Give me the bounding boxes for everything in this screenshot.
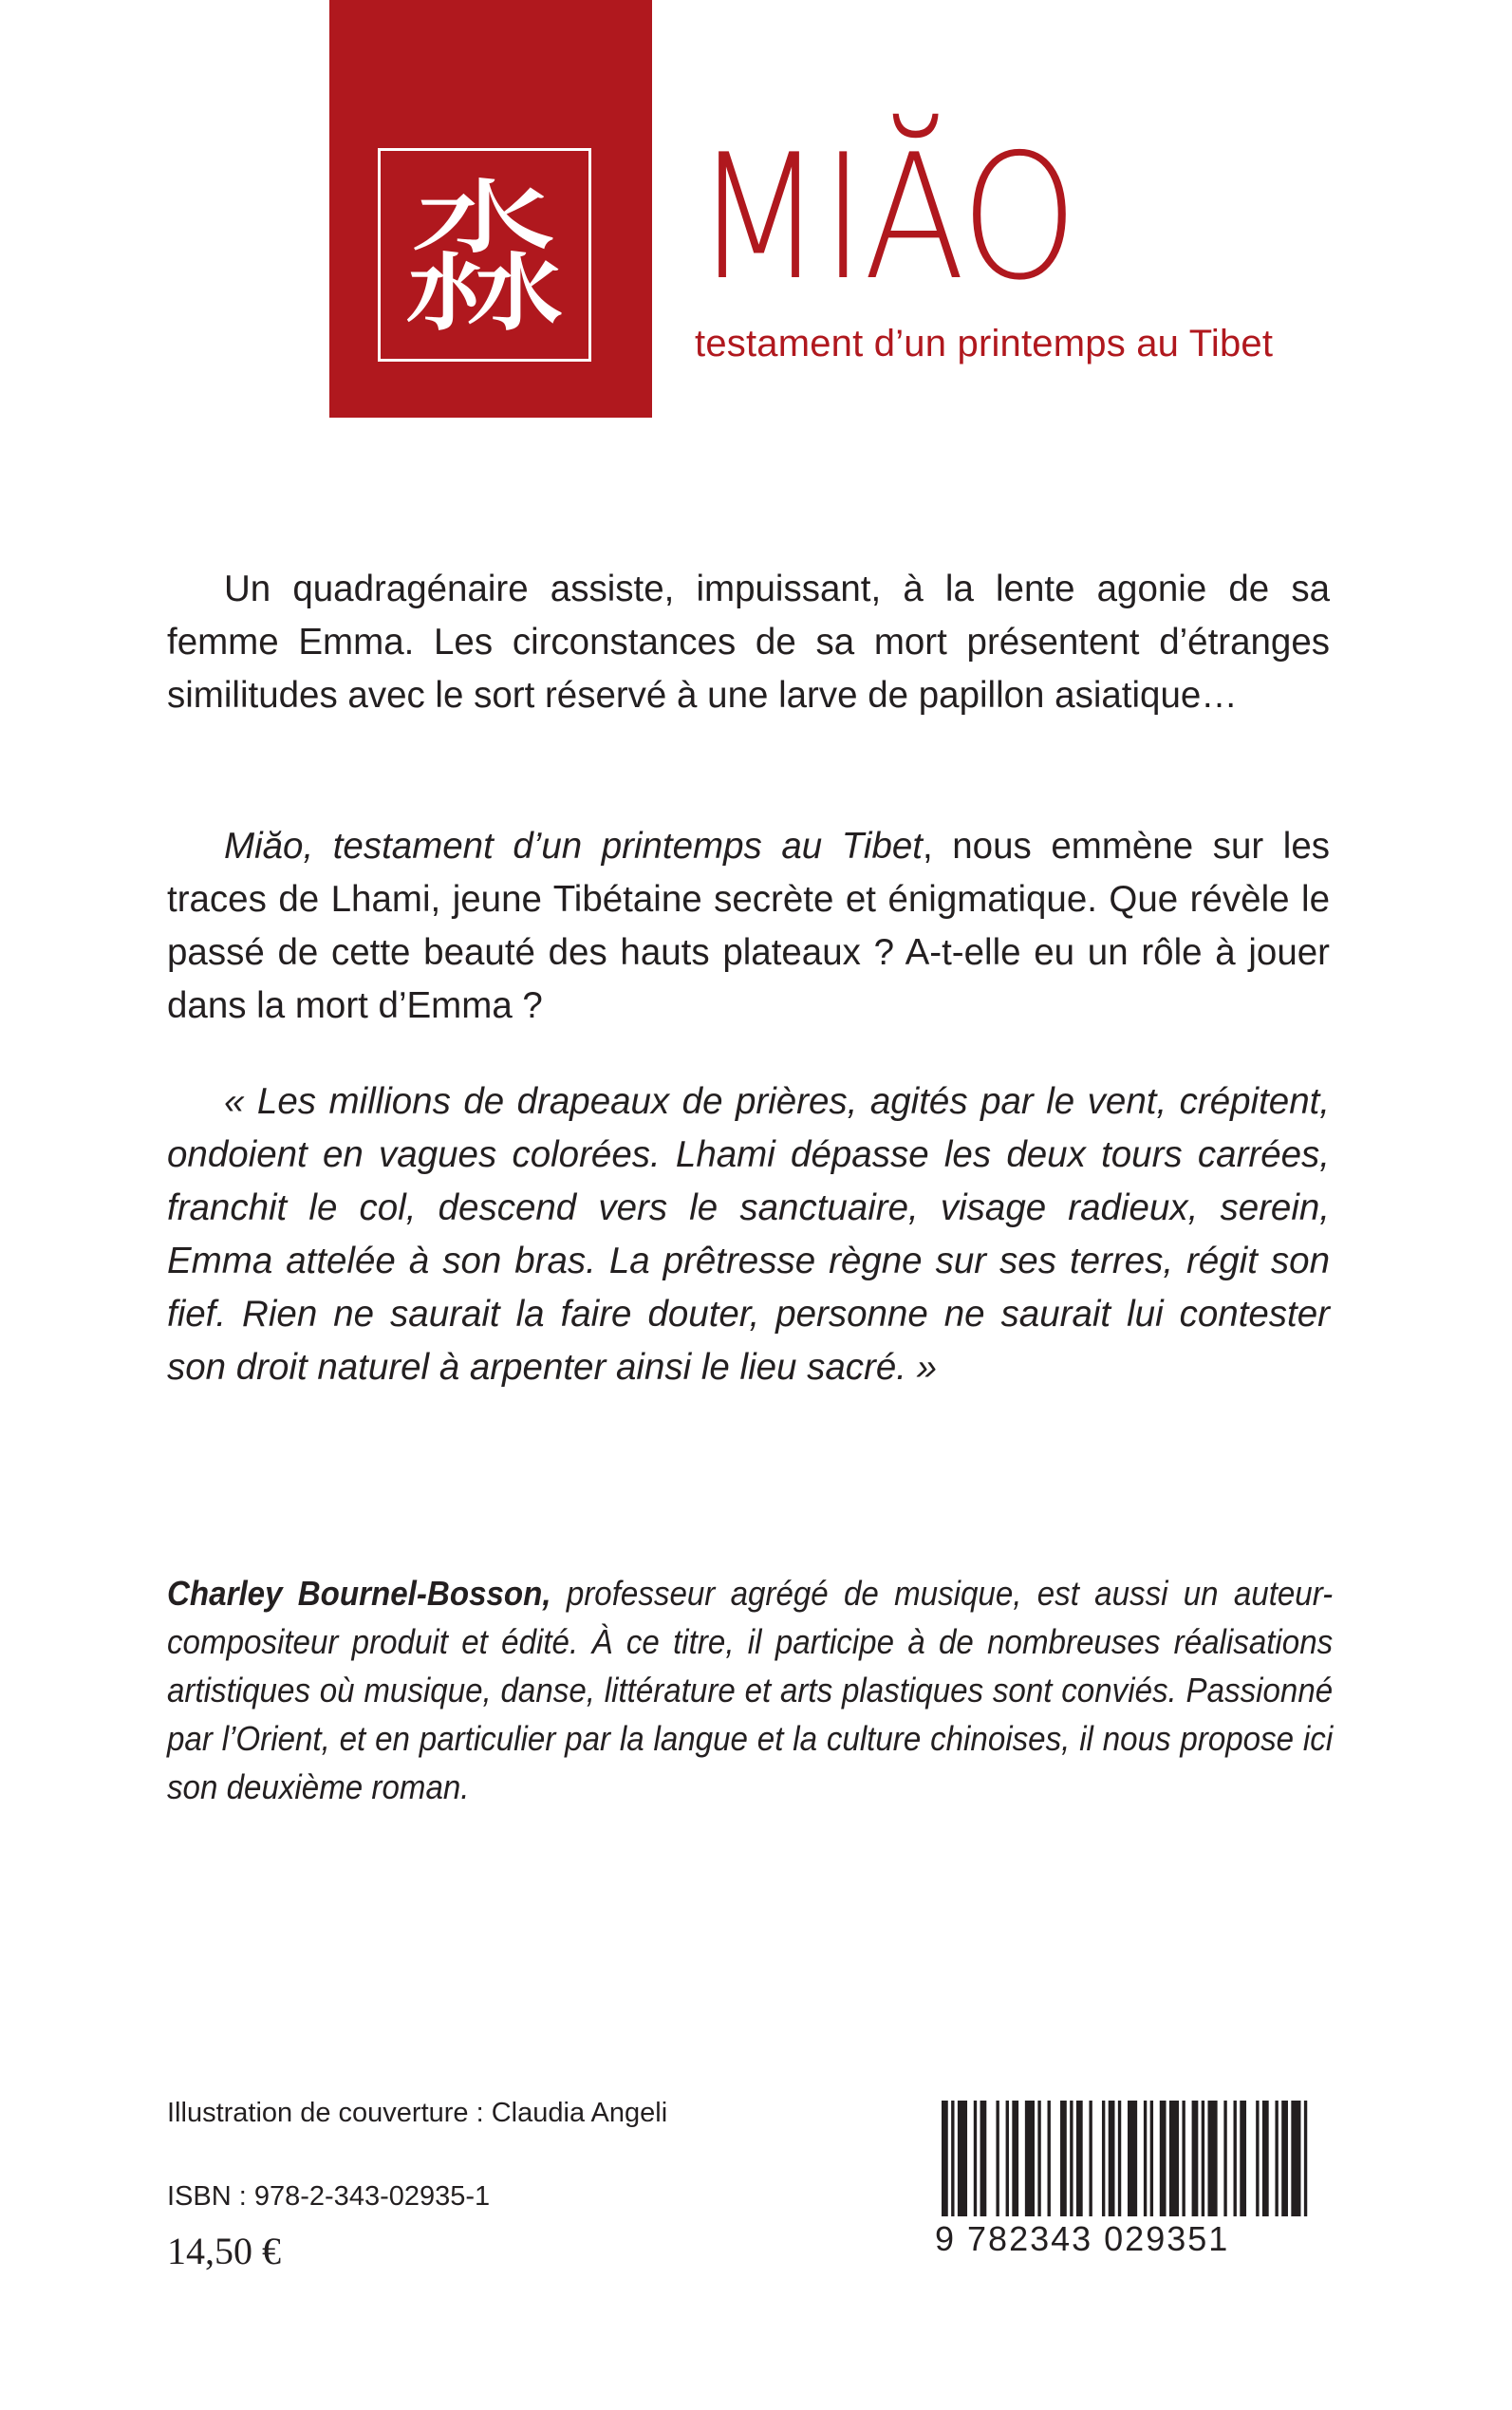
barcode-bar [1150,2101,1153,2216]
book-title: MIĂO [695,117,1076,318]
blurb-paragraph-2: Miăo, testament d’un printemps au Tibet, nous emmène sur les traces de Lhami, jeune Tibétaine secrète et énigmatique. Que révèle le passé de cette beauté des hauts plateaux ? A-t-elle eu un rôle à jouer dans la mort d’Emma ? [167,826,1330,1026]
logo-glyph-frame [378,148,591,362]
barcode-bar [1048,2101,1051,2216]
barcode-bar [1281,2101,1288,2216]
water-glyph-icon [381,151,588,359]
barcode-bar [1025,2101,1035,2216]
barcode-bar [1144,2101,1147,2216]
price: 14,50 € [167,2230,281,2272]
barcode-bar [958,2101,967,2216]
blurb-paragraph-1: Un quadragénaire assiste, impuissant, à la lente agonie de sa femme Emma. Les circonstances de sa mort présentent d’étranges similitudes avec le sort réservé à une larve de papillon asiatique… [167,569,1330,716]
barcode-bar [1256,2101,1259,2216]
illustration-credit: Illustration de couverture : Claudia Angeli [167,2098,668,2128]
barcode-bar [1192,2101,1199,2216]
barcode-bar [974,2101,977,2216]
barcode-bar [1076,2101,1083,2216]
barcode-bar [1006,2101,1009,2216]
title-reference: Miăo, testament d’un printemps au Tibet [224,826,923,867]
barcode-bar [1169,2101,1179,2216]
author-bio: Charley Bournel-Bosson, professeur agrégé de musique, est aussi un auteur-compositeur produit et édité. À ce titre, il participe à de nombreuses réalisations artistiques où musique, danse, littérature et arts plastiques sont conviés. Passionné par l’Orient, et en particulier par la langue et la culture chinoises, il nous propose ici son deuxième roman. [167,1574,1334,1806]
barcode-bar [996,2101,999,2216]
barcode-bar [1037,2101,1040,2216]
barcode-bar [1182,2101,1185,2216]
barcode-bars [942,2101,1314,2216]
barcode-bar [942,2101,948,2216]
logo-block [329,0,652,418]
barcode-bar [1240,2101,1246,2216]
barcode-bar [1304,2101,1307,2216]
author-name: Charley Bournel-Bosson, [167,1574,551,1613]
barcode-bar [1202,2101,1204,2216]
barcode-bar [1012,2101,1018,2216]
barcode-digits: 9 782343 029351 [935,2219,1230,2258]
barcode-bar [1207,2101,1217,2216]
barcode-bar [1234,2101,1237,2216]
book-subtitle: testament d’un printemps au Tibet [695,323,1274,364]
svg-text:淼: 淼 [401,163,569,358]
barcode-bar [1089,2101,1092,2216]
barcode-bar [1102,2101,1105,2216]
barcode-bar [1160,2101,1167,2216]
isbn: ISBN : 978-2-343-02935-1 [167,2181,491,2212]
barcode-bar [1262,2101,1269,2216]
barcode-bar [1128,2101,1137,2216]
barcode-bar [1291,2101,1300,2216]
barcode-bar [980,2101,987,2216]
blurb-quote: « Les millions de drapeaux de prières, agités par le vent, crépitent, ondoient en vagues colorées. Lhami dépasse les deux tours carrées, franchit le col, descend vers le sanctuaire, visage radieux, serein, Emma attelée à son bras. La prêtresse règne sur ses terres, régit son fief. Rien ne saurait la faire douter, personne ne saurait lui contester son droit naturel à arpenter ainsi le lieu sacré. » [167,1081,1330,1388]
barcode-bar [1275,2101,1278,2216]
barcode-bar [951,2101,954,2216]
barcode-bar [1223,2101,1226,2216]
barcode-bar [1118,2101,1121,2216]
barcode-bar [1109,2101,1115,2216]
barcode-bar [1070,2101,1073,2216]
barcode-bar [1060,2101,1067,2216]
